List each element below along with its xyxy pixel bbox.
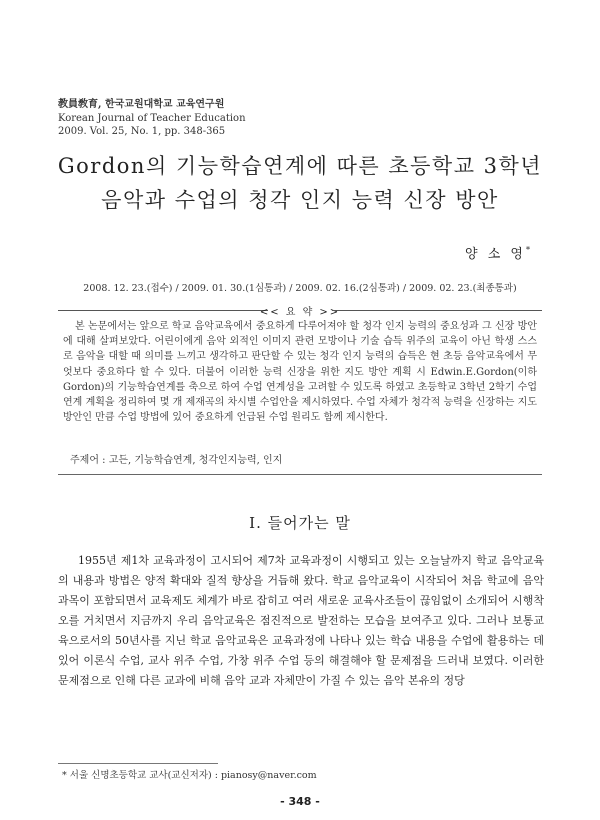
keywords: 주제어 : 고든, 기능학습연계, 청각인지능력, 인지: [70, 455, 283, 466]
author-name: 양 소 영: [465, 247, 526, 262]
page-number: - 348 -: [280, 795, 320, 808]
paper-title-line2: 음악과 수업의 청각 인지 능력 신장 방안: [101, 188, 499, 212]
summary-header: [58, 303, 542, 317]
summary-rule-right: [332, 310, 542, 311]
journal-name-en: Korean Journal of Teacher Education: [58, 112, 246, 124]
abstract: 본 논문에서는 앞으로 학교 음악교육에서 중요하게 다루어져야 할 청각 인지 능력의 중요성과 그 신장 방안에 대해 살펴보았다. 어린이에게 음악 외적인 이미지 관련 모방이나 기술 습득 위주의 교육이 아닌 학생 스스로 음악을 대할 때 의미를 느끼고 생각하고 판단할 수 있는 청각 인지 능력의 습득은 현 초등 음악교육에서 무엇보다 중요하다 할 수 있다. 더불어 이러한 능력 신장을 위한 지도 방안 계획 시 Edwin.E.Gordon(이하 Gordon)의 기능학습연계를 축으로 하여 수업 연계성을 고려할 수 있도록 하였고 초등학교 3학년 2학기 수업 연계 계획을 정리하여 몇 개 제재곡의 차시별 수업안을 제시하였다. 수업 자체가 청각적 능력을 신장하는 지도 방안인 만큼 수업 방법에 있어 중요하게 언급된 수업 원리도 함께 제시한다.: [63, 321, 537, 424]
paper-title-line1: Gordon의 기능학습연계에 따른 초등학교 3학년: [57, 154, 543, 178]
journal-citation: 2009. Vol. 25, No. 1, pp. 348-365: [58, 126, 226, 137]
author: [465, 243, 530, 262]
author-footnote-mark: *: [526, 245, 530, 255]
body-paragraph: 1955년 제1차 교육과정이 고시되어 제7차 교육과정이 시행되고 있는 오늘날까지 학교 음악교육의 내용과 방법은 양적 확대와 질적 향상을 거듭해 왔다. 학교 음악교육이 시작되어 처음 학교에 음악 과목이 포함되면서 교육제도 체계가 바로 잡히고 여러 새로운 교육사조들이 끊임없이 소개되어 시행착오를 거치면서 지금까지 우리 음악교육은 점진적으로 발전하는 모습을 보여주고 있다. 그러나 보통교육으로서의 50년사를 지닌 학교 음악교육은 교육과정에 나타나 있는 학습 내용을 수업에 활용하는 데 있어 이론식 수업, 교사 위주 수업, 가창 위주 수업 등의 해결해야 할 문제점을 드러내 보였다. 이러한 문제점으로 인해 다른 교과에 비해 음악 교과 자체만이 가질 수 있는 음악 본유의 정당: [58, 554, 544, 687]
footnote: * 서울 신명초등학교 교사(교신저자) : pianosy@naver.com: [62, 770, 317, 781]
abstract-divider: [58, 474, 542, 475]
footnote-divider: [58, 763, 218, 764]
section-title: Ⅰ. 들어가는 말: [249, 514, 351, 532]
review-dates: 2008. 12. 23.(접수) / 2009. 01. 30.(1심통과) / 2009. 02. 16.(2심통과) / 2009. 02. 23.(최종통과): [83, 283, 517, 294]
journal-info: [58, 98, 246, 139]
journal-name-ko: 教員敎育, 한국교원대학교 교육연구원: [58, 99, 225, 110]
summary-label: << 요 약 >>: [259, 307, 341, 318]
